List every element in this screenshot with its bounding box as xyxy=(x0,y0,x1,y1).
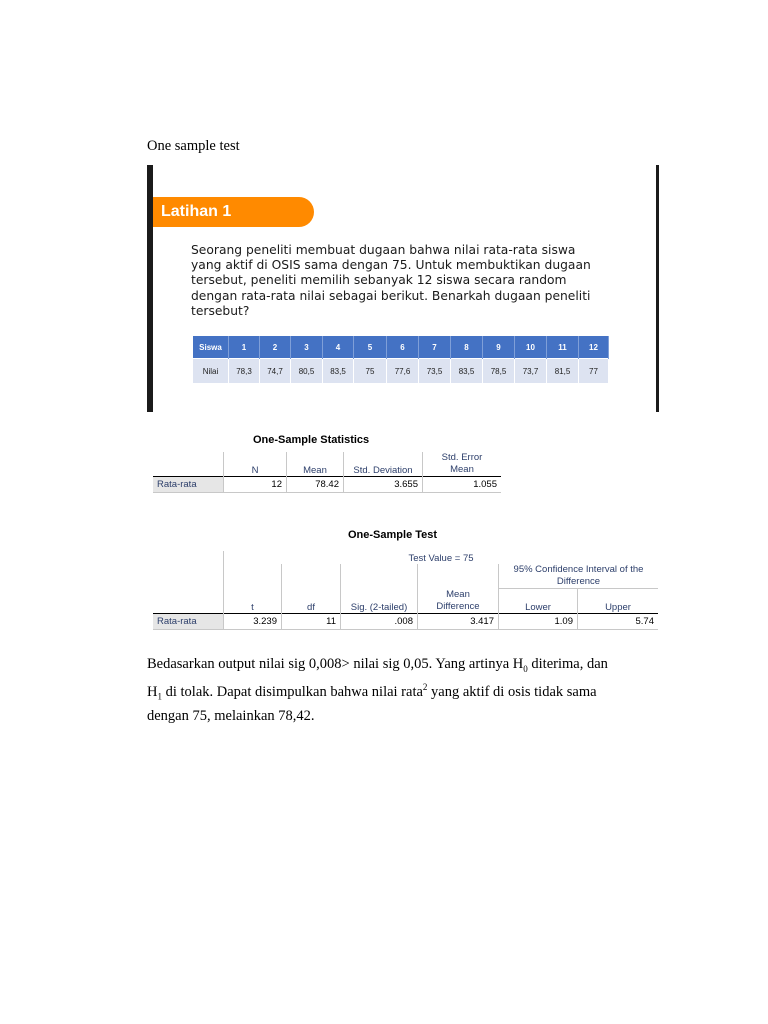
test-header-row-1 xyxy=(153,551,658,564)
h1-subscript: 1 xyxy=(157,692,162,703)
student-scores-table xyxy=(193,336,609,383)
conclusion-paragraph xyxy=(147,655,647,725)
description-line: tersebut? xyxy=(191,303,250,318)
siswa-cell: 11 xyxy=(547,336,579,359)
description-line: yang aktif di OSIS sama dengan 75. Untuk membuktikan dugaan xyxy=(191,258,591,273)
conclusion-text: H xyxy=(147,684,158,701)
nilai-cell: 74,7 xyxy=(260,359,291,384)
test-t-value: 3.239 xyxy=(224,613,282,629)
siswa-cell: 4 xyxy=(323,336,354,359)
test-blank-cell xyxy=(341,564,418,589)
siswa-cell: 7 xyxy=(419,336,451,359)
nilai-cell: 83,5 xyxy=(323,359,354,384)
conclusion-line: dengan 75, melainkan 78,42. xyxy=(147,707,315,724)
test-blank-cell xyxy=(418,564,499,589)
conclusion-text: Bedasarkan output nilai sig 0,008> nilai sig 0,05. Yang artinya H xyxy=(147,656,524,672)
conclusion-text: di tolak. Dapat disimpulkan bahwa nilai rata xyxy=(161,684,423,701)
test-sig-value: .008 xyxy=(341,613,418,629)
siswa-cell: 10 xyxy=(515,336,547,359)
test-ci-header-line2: Difference xyxy=(556,576,601,587)
siswa-cell: 12 xyxy=(579,336,609,359)
siswa-cell: 9 xyxy=(483,336,515,359)
nilai-cell: 83,5 xyxy=(451,359,483,384)
test-row-label: Rata-rata xyxy=(153,613,224,629)
stats-header-n: N xyxy=(224,452,287,477)
exercise-slide-image xyxy=(147,165,659,412)
test-header-mean-diff-line2: Difference xyxy=(436,600,480,612)
exercise-badge: Latihan 1 xyxy=(153,197,314,227)
nilai-label: Nilai xyxy=(193,359,229,384)
h0-subscript: 0 xyxy=(523,663,528,674)
siswa-cell: 8 xyxy=(451,336,483,359)
siswa-cell: 2 xyxy=(260,336,291,359)
test-header-mean-diff-line1: Mean xyxy=(446,588,470,600)
stats-data-row xyxy=(153,477,501,493)
nilai-cell: 77 xyxy=(579,359,609,384)
test-header-df: df xyxy=(282,589,341,614)
test-blank-cell xyxy=(282,564,341,589)
stats-header-se-line2: Mean xyxy=(450,464,474,475)
slide-right-border xyxy=(656,165,659,412)
stats-row-label: Rata-rata xyxy=(153,477,224,493)
test-header-lower: Lower xyxy=(499,589,578,614)
test-value-label: Test Value = 75 xyxy=(224,551,659,564)
one-sample-statistics-table xyxy=(153,452,501,493)
siswa-label: Siswa xyxy=(193,336,229,359)
stats-mean-value: 78.42 xyxy=(287,477,344,493)
description-line: tersebut, peneliti memilih sebanyak 12 siswa secara random xyxy=(191,273,567,288)
section-heading: One sample test xyxy=(147,138,240,154)
test-header-row-2 xyxy=(153,564,658,589)
test-ci-header xyxy=(499,564,659,589)
nilai-cell: 78,3 xyxy=(229,359,260,384)
test-header-t: t xyxy=(224,589,282,614)
nilai-row xyxy=(193,359,609,384)
test-header-row-3 xyxy=(153,589,658,614)
nilai-cell: 73,5 xyxy=(419,359,451,384)
siswa-cell: 3 xyxy=(291,336,323,359)
nilai-cell: 81,5 xyxy=(547,359,579,384)
test-df-value: 11 xyxy=(282,613,341,629)
stats-header-row xyxy=(153,452,501,477)
test-ci-header-line1: 95% Confidence Interval of the xyxy=(513,564,644,575)
stats-corner-cell xyxy=(153,452,224,477)
nilai-cell: 73,7 xyxy=(515,359,547,384)
test-lower-value: 1.09 xyxy=(499,613,578,629)
test-header-mean-diff xyxy=(418,589,499,614)
siswa-cell: 6 xyxy=(387,336,419,359)
conclusion-line xyxy=(147,678,647,706)
description-line: Seorang peneliti membuat dugaan bahwa nilai rata-rata siswa xyxy=(191,243,576,257)
one-sample-test-table xyxy=(153,551,658,630)
stats-header-sd: Std. Deviation xyxy=(344,452,423,477)
conclusion-text: diterima, dan xyxy=(527,656,608,672)
one-sample-statistics-title: One-Sample Statistics xyxy=(253,434,370,446)
test-mean-diff-value: 3.417 xyxy=(418,613,499,629)
conclusion-text: yang aktif di osis tidak sama xyxy=(427,684,597,701)
one-sample-test-title: One-Sample Test xyxy=(348,529,438,541)
exercise-description xyxy=(191,243,601,319)
siswa-row xyxy=(193,336,609,359)
test-upper-value: 5.74 xyxy=(578,613,659,629)
description-line: dengan rata-rata nilai sebagai berikut. Benarkah dugaan peneliti xyxy=(191,288,591,303)
nilai-cell: 77,6 xyxy=(387,359,419,384)
test-header-sig: Sig. (2-tailed) xyxy=(341,589,418,614)
nilai-cell: 78,5 xyxy=(483,359,515,384)
test-header-upper: Upper xyxy=(578,589,659,614)
stats-sd-value: 3.655 xyxy=(344,477,423,493)
siswa-cell: 5 xyxy=(354,336,387,359)
test-data-row xyxy=(153,613,658,629)
nilai-cell: 75 xyxy=(354,359,387,384)
squared-superscript: 2 xyxy=(422,682,428,693)
stats-header-mean: Mean xyxy=(287,452,344,477)
stats-n-value: 12 xyxy=(224,477,287,493)
siswa-cell: 1 xyxy=(229,336,260,359)
test-corner-cell xyxy=(153,551,224,613)
stats-header-se-line1: Std. Error xyxy=(441,452,483,463)
nilai-cell: 80,5 xyxy=(291,359,323,384)
stats-header-se xyxy=(423,452,502,477)
stats-se-value: 1.055 xyxy=(423,477,502,493)
conclusion-line xyxy=(147,655,647,678)
test-blank-cell xyxy=(224,564,282,589)
